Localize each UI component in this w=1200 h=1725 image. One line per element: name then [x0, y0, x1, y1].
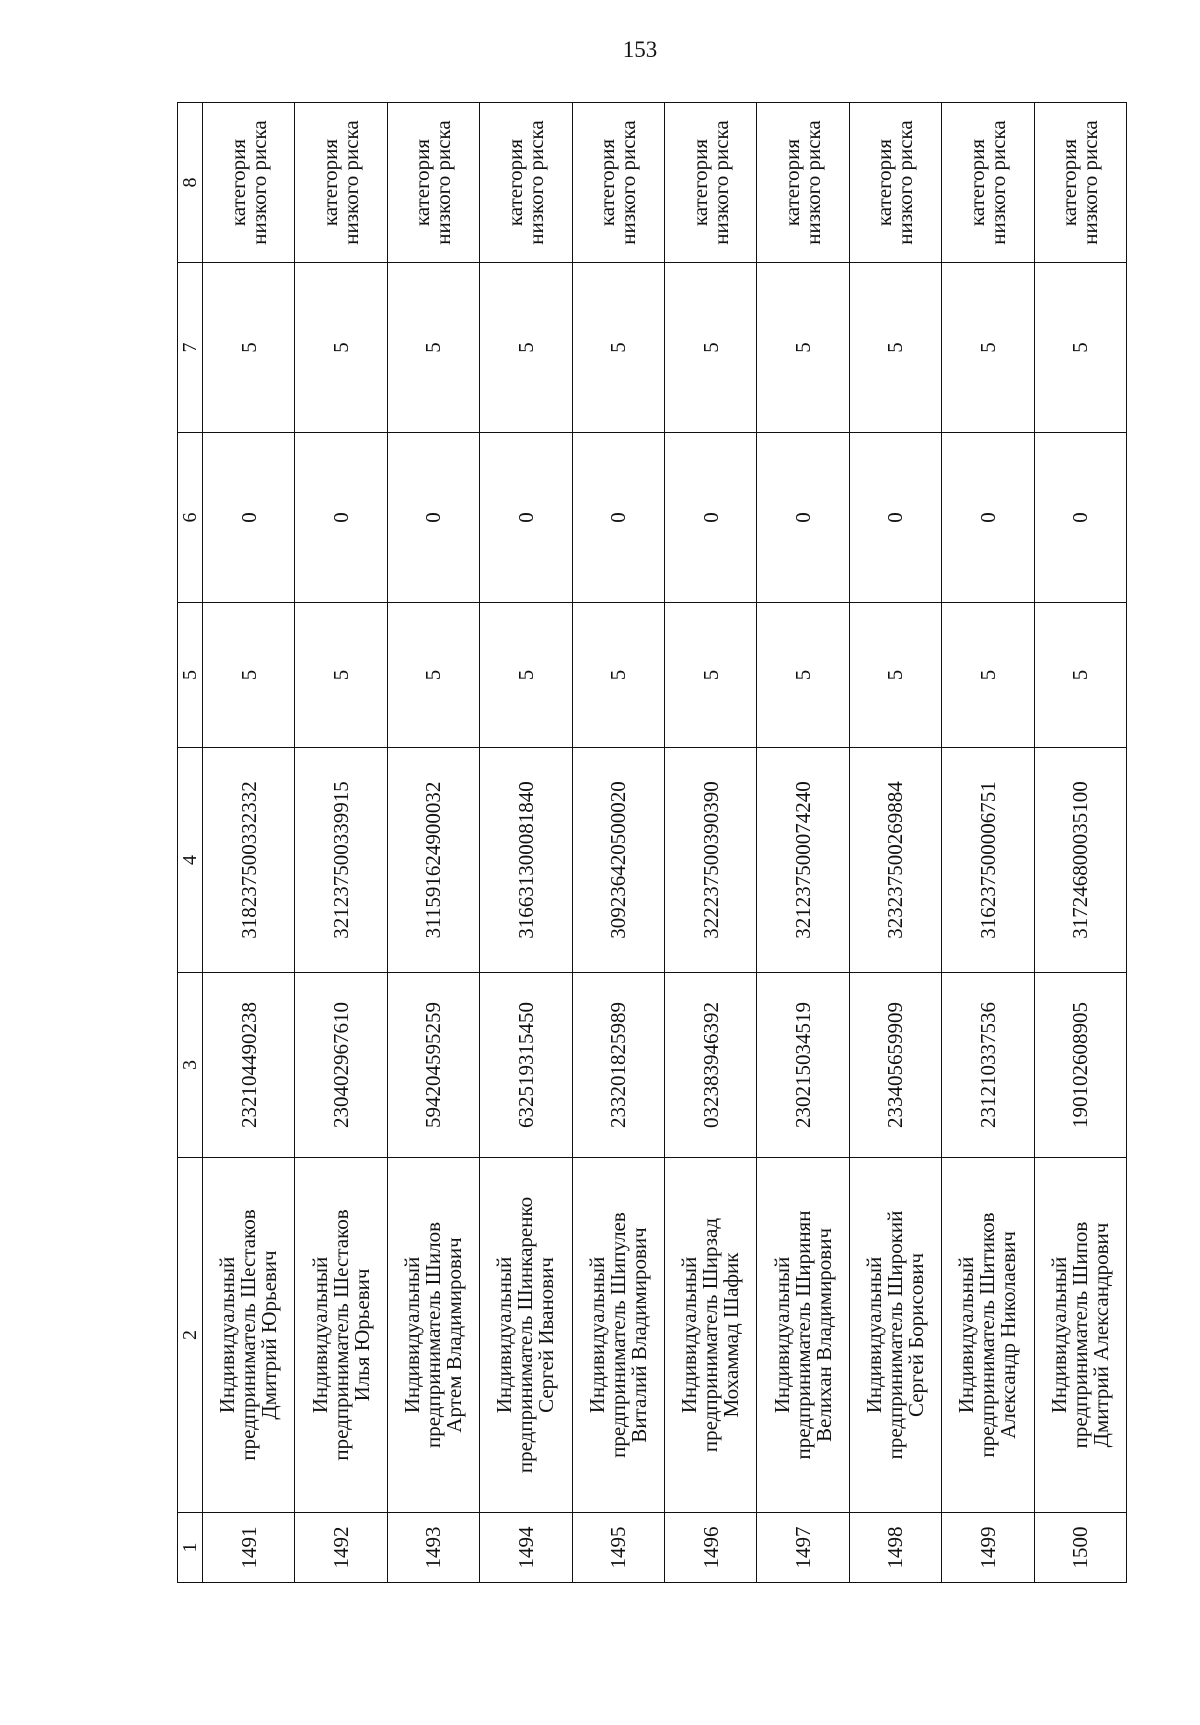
- column-7-cell: 5: [387, 263, 479, 433]
- entrepreneur-name: Индивидуальный предприниматель Шипов Дмитрий Александрович: [1034, 1158, 1126, 1513]
- column-6-cell: 0: [942, 433, 1034, 603]
- column-6-cell: 0: [203, 433, 295, 603]
- risk-category-cell: категория низкого риска: [942, 103, 1034, 263]
- inn-cell: 231210337536: [942, 973, 1034, 1158]
- column-5-cell: 5: [480, 603, 572, 748]
- column-number-row: [178, 103, 203, 1583]
- inn-cell: 632519315450: [480, 973, 572, 1158]
- table-row: [849, 103, 941, 1583]
- risk-category-cell: категория низкого риска: [480, 103, 572, 263]
- column-5-cell: 5: [849, 603, 941, 748]
- table-row: [480, 103, 572, 1583]
- column-7-cell: 5: [1034, 263, 1126, 433]
- column-5-cell: 5: [1034, 603, 1126, 748]
- inn-cell: 032383946392: [664, 973, 756, 1158]
- column-number: 3: [178, 973, 203, 1158]
- inn-cell: 230402967610: [295, 973, 387, 1158]
- row-number: 1493: [387, 1513, 479, 1583]
- row-number: 1500: [1034, 1513, 1126, 1583]
- risk-category-cell: категория низкого риска: [664, 103, 756, 263]
- ogrnip-cell: 321237500074240: [757, 748, 849, 973]
- row-number: 1498: [849, 1513, 941, 1583]
- inn-cell: 594204595259: [387, 973, 479, 1158]
- column-5-cell: 5: [295, 603, 387, 748]
- table-row: [387, 103, 479, 1583]
- column-number: 1: [178, 1513, 203, 1583]
- column-5-cell: 5: [203, 603, 295, 748]
- entrepreneur-name: Индивидуальный предприниматель Шитиков Александр Николаевич: [942, 1158, 1034, 1513]
- column-5-cell: 5: [942, 603, 1034, 748]
- entrepreneur-name: Индивидуальный предприниматель Шестаков Илья Юрьевич: [295, 1158, 387, 1513]
- registry-table: [177, 102, 1127, 1583]
- registry-table-rotated: [177, 103, 1127, 1583]
- column-6-cell: 0: [849, 433, 941, 603]
- column-7-cell: 5: [203, 263, 295, 433]
- column-6-cell: 0: [295, 433, 387, 603]
- risk-category-cell: категория низкого риска: [757, 103, 849, 263]
- column-7-cell: 5: [295, 263, 387, 433]
- column-5-cell: 5: [664, 603, 756, 748]
- inn-cell: 190102608905: [1034, 973, 1126, 1158]
- column-number: 8: [178, 103, 203, 263]
- column-6-cell: 0: [757, 433, 849, 603]
- column-6-cell: 0: [664, 433, 756, 603]
- entrepreneur-name: Индивидуальный предприниматель Ширзад Мохаммад Шафик: [664, 1158, 756, 1513]
- ogrnip-cell: 321237500339915: [295, 748, 387, 973]
- column-5-cell: 5: [572, 603, 664, 748]
- row-number: 1499: [942, 1513, 1034, 1583]
- inn-cell: 233405659909: [849, 973, 941, 1158]
- column-5-cell: 5: [387, 603, 479, 748]
- column-number: 6: [178, 433, 203, 603]
- column-5-cell: 5: [757, 603, 849, 748]
- row-number: 1492: [295, 1513, 387, 1583]
- column-7-cell: 5: [572, 263, 664, 433]
- table-row: [664, 103, 756, 1583]
- ogrnip-cell: 318237500332332: [203, 748, 295, 973]
- column-number: 7: [178, 263, 203, 433]
- entrepreneur-name: Индивидуальный предприниматель Шипулев Виталий Владимирович: [572, 1158, 664, 1513]
- ogrnip-cell: 323237500269884: [849, 748, 941, 973]
- column-number: 5: [178, 603, 203, 748]
- column-7-cell: 5: [942, 263, 1034, 433]
- entrepreneur-name: Индивидуальный предприниматель Шинкаренко Сергей Иванович: [480, 1158, 572, 1513]
- column-number: 2: [178, 1158, 203, 1513]
- column-number: 4: [178, 748, 203, 973]
- risk-category-cell: категория низкого риска: [295, 103, 387, 263]
- table-row: [942, 103, 1034, 1583]
- table-row: [757, 103, 849, 1583]
- table-row: [295, 103, 387, 1583]
- row-number: 1495: [572, 1513, 664, 1583]
- ogrnip-cell: 322237500390390: [664, 748, 756, 973]
- column-7-cell: 5: [480, 263, 572, 433]
- page-number: 153: [622, 37, 658, 62]
- column-6-cell: 0: [572, 433, 664, 603]
- column-6-cell: 0: [480, 433, 572, 603]
- risk-category-cell: категория низкого риска: [572, 103, 664, 263]
- column-6-cell: 0: [1034, 433, 1126, 603]
- column-7-cell: 5: [664, 263, 756, 433]
- ogrnip-cell: 317246800035100: [1034, 748, 1126, 973]
- row-number: 1497: [757, 1513, 849, 1583]
- ogrnip-cell: 309236420500020: [572, 748, 664, 973]
- row-number: 1491: [203, 1513, 295, 1583]
- table-row: [203, 103, 295, 1583]
- entrepreneur-name: Индивидуальный предприниматель Широкий Сергей Борисович: [849, 1158, 941, 1513]
- entrepreneur-name: Индивидуальный предприниматель Ширинян Велихан Владимирович: [757, 1158, 849, 1513]
- ogrnip-cell: 311591624900032: [387, 748, 479, 973]
- inn-cell: 230215034519: [757, 973, 849, 1158]
- ogrnip-cell: 316237500006751: [942, 748, 1034, 973]
- risk-category-cell: категория низкого риска: [849, 103, 941, 263]
- column-7-cell: 5: [757, 263, 849, 433]
- entrepreneur-name: Индивидуальный предприниматель Шестаков Дмитрий Юрьевич: [203, 1158, 295, 1513]
- row-number: 1494: [480, 1513, 572, 1583]
- risk-category-cell: категория низкого риска: [1034, 103, 1126, 263]
- row-number: 1496: [664, 1513, 756, 1583]
- entrepreneur-name: Индивидуальный предприниматель Шилов Артем Владимирович: [387, 1158, 479, 1513]
- table-row: [1034, 103, 1126, 1583]
- column-6-cell: 0: [387, 433, 479, 603]
- risk-category-cell: категория низкого риска: [203, 103, 295, 263]
- column-7-cell: 5: [849, 263, 941, 433]
- risk-category-cell: категория низкого риска: [387, 103, 479, 263]
- inn-cell: 232104490238: [203, 973, 295, 1158]
- table-row: [572, 103, 664, 1583]
- inn-cell: 233201825989: [572, 973, 664, 1158]
- ogrnip-cell: 316631300081840: [480, 748, 572, 973]
